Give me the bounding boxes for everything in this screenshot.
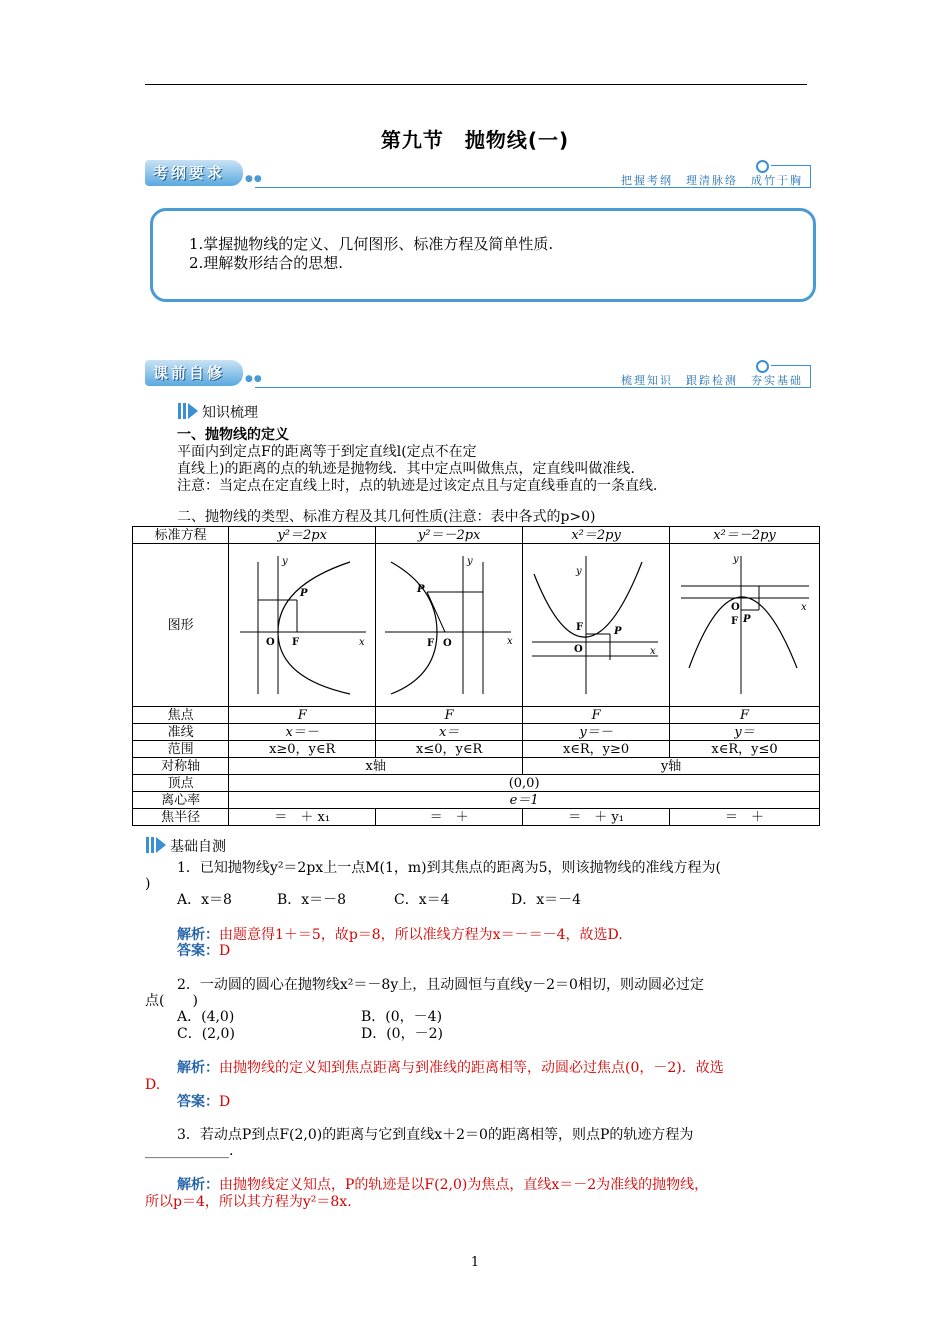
- table-row: 范围 x≥0，y∈R x≤0，y∈R x∈R，y≥0 x∈R，y≤0: [133, 741, 820, 758]
- fig-label: P: [614, 626, 622, 637]
- parabola-properties-table: [132, 526, 820, 826]
- bar-icon: [146, 837, 149, 853]
- selftest-heading: 基础自测: [146, 836, 226, 856]
- fig-label: y: [282, 556, 288, 567]
- q1-analysis: 解析：由题意得1＋＝5，故p＝8，所以准线方程为x＝－＝－4，故选D.: [177, 927, 623, 943]
- arrow-icon: [156, 837, 166, 853]
- question-2-cont: 点( ): [145, 993, 198, 1009]
- q1-option: D．x＝－4: [511, 892, 582, 908]
- fig-label: x: [359, 637, 365, 648]
- fig-label: x: [507, 636, 513, 647]
- equation-cell: y²＝－2px: [376, 527, 523, 544]
- fig-label: P: [742, 614, 751, 625]
- q1-option: C．x＝4: [394, 892, 450, 908]
- q2-option: D．(0，－2): [361, 1026, 443, 1042]
- fig-label: x: [800, 602, 807, 613]
- parabola-figure: [675, 548, 815, 698]
- dots-icon: ●●: [245, 174, 263, 184]
- q2-analysis: 解析：由抛物线的定义知到焦点距离与到准线的距离相等，动圆必过焦点(0，－2)．故选: [177, 1060, 724, 1076]
- q2-option: A．(4,0): [177, 1009, 235, 1025]
- question-2: 2．一动圆的圆心在抛物线x²＝－8y上，且动圆恒与直线y－2＝0相切，则动圆必过定: [177, 977, 704, 993]
- table-row: 焦半径 ＝ ＋ x₁ ＝ ＋ ＝ ＋ y₁ ＝ ＋: [133, 809, 820, 826]
- banner-tag: 考纲要求: [145, 160, 243, 186]
- parabola-figure: [232, 548, 372, 698]
- fig-label: y: [732, 554, 739, 565]
- fig-label: O: [730, 602, 740, 613]
- table-row: 准线 x＝－ x＝ y＝－ y＝: [133, 724, 820, 741]
- definition-line: 平面内到定点F的距离等于到定直线l(定点不在定: [177, 444, 477, 460]
- table-title: 二、抛物线的类型、标准方程及其几何性质(注意：表中各式的p>0): [177, 509, 596, 525]
- fig-label: F: [292, 637, 300, 648]
- table-row: 焦点 F F F F: [133, 707, 820, 724]
- page-title: 第九节 抛物线(一): [380, 128, 570, 152]
- table-row: 顶点 (0,0): [133, 775, 820, 792]
- question-1-end: ): [145, 876, 151, 892]
- fig-label: O: [574, 644, 583, 655]
- note-line: 注意：当定点在定直线上时，点的轨迹是过该定点且与定直线垂直的一条直线．: [177, 478, 667, 494]
- q1-option: B．x＝－8: [277, 892, 347, 908]
- q2-answer: 答案：D: [177, 1094, 231, 1110]
- equation-cell: x²＝－2py: [670, 527, 820, 544]
- q3-analysis-cont: 所以p＝4，所以其方程为y²＝8x.: [145, 1194, 352, 1210]
- banner-subtitle: 梳理知识 跟踪检测 夯实基础: [621, 374, 803, 387]
- definition-title: 一、抛物线的定义: [177, 427, 289, 443]
- question-3-blank: ____________.: [145, 1143, 234, 1159]
- table-row: 对称轴 x轴 y轴: [133, 758, 820, 775]
- requirements-box: [150, 208, 816, 302]
- section-banner-preview: [145, 360, 811, 390]
- page-number: 1: [470, 1255, 480, 1270]
- figure-left-opening: [376, 544, 523, 707]
- equation-cell: x²＝2py: [523, 527, 670, 544]
- q3-analysis: 解析：由抛物线定义知点，P的轨迹是以F(2,0)为焦点，直线x＝－2为准线的抛物线，: [177, 1177, 709, 1193]
- knowledge-heading: 知识梳理: [178, 402, 258, 422]
- banner-subtitle: 把握考纲 理清脉络 成竹于胸: [621, 174, 803, 187]
- fig-label: O: [266, 637, 275, 648]
- fig-label: P: [300, 588, 308, 599]
- dots-icon: ●●: [245, 374, 263, 384]
- q1-option: A．x＝8: [177, 892, 232, 908]
- requirement-item: 2.理解数形结合的思想.: [189, 254, 344, 272]
- fig-label: y: [576, 566, 582, 577]
- requirement-item: 1.掌握抛物线的定义、几何图形、标准方程及简单性质.: [189, 235, 554, 253]
- q2-analysis-cont: D.: [145, 1077, 161, 1093]
- fig-label: x: [650, 646, 656, 657]
- top-rule: [145, 84, 807, 85]
- table-row: 图形 P F O x y P F O x y P F O x y P F O x y: [133, 544, 820, 707]
- fig-label: y: [467, 556, 473, 567]
- q1-answer: 答案：D: [177, 943, 231, 959]
- parabola-figure: [379, 548, 519, 698]
- fig-label: F: [730, 616, 738, 627]
- parabola-figure: [526, 548, 666, 698]
- equation-cell: y²＝2px: [229, 527, 376, 544]
- bar-icon: [178, 403, 181, 419]
- question-1: 1．已知抛物线y²＝2px上一点M(1，m)到其焦点的距离为5，则该抛物线的准线方程为(: [177, 860, 722, 876]
- figure-right-opening: [229, 544, 376, 707]
- definition-line: 直线上)的距离的点的轨迹是抛物线．其中定点叫做焦点，定直线叫做准线．: [177, 461, 645, 477]
- q2-option: C．(2,0): [177, 1026, 235, 1042]
- table-row: 离心率 e＝1: [133, 792, 820, 809]
- figure-up-opening: [523, 544, 670, 707]
- fig-label: O: [443, 638, 452, 649]
- fig-label: P: [417, 584, 425, 595]
- figure-down-opening: [670, 544, 820, 707]
- q2-option: B．(0，－4): [361, 1009, 443, 1025]
- question-3: 3．若动点P到点F(2,0)的距离与它到直线x＋2＝0的距离相等，则点P的轨迹方程为: [177, 1127, 694, 1143]
- arrow-icon: [188, 403, 198, 419]
- fig-label: F: [576, 622, 584, 633]
- table-row: 标准方程 y²＝2px y²＝－2px x²＝2py x²＝－2py: [133, 527, 820, 544]
- fig-label: F: [427, 638, 435, 649]
- section-banner-requirements: [145, 160, 811, 190]
- banner-tag: 课前自修: [145, 360, 243, 386]
